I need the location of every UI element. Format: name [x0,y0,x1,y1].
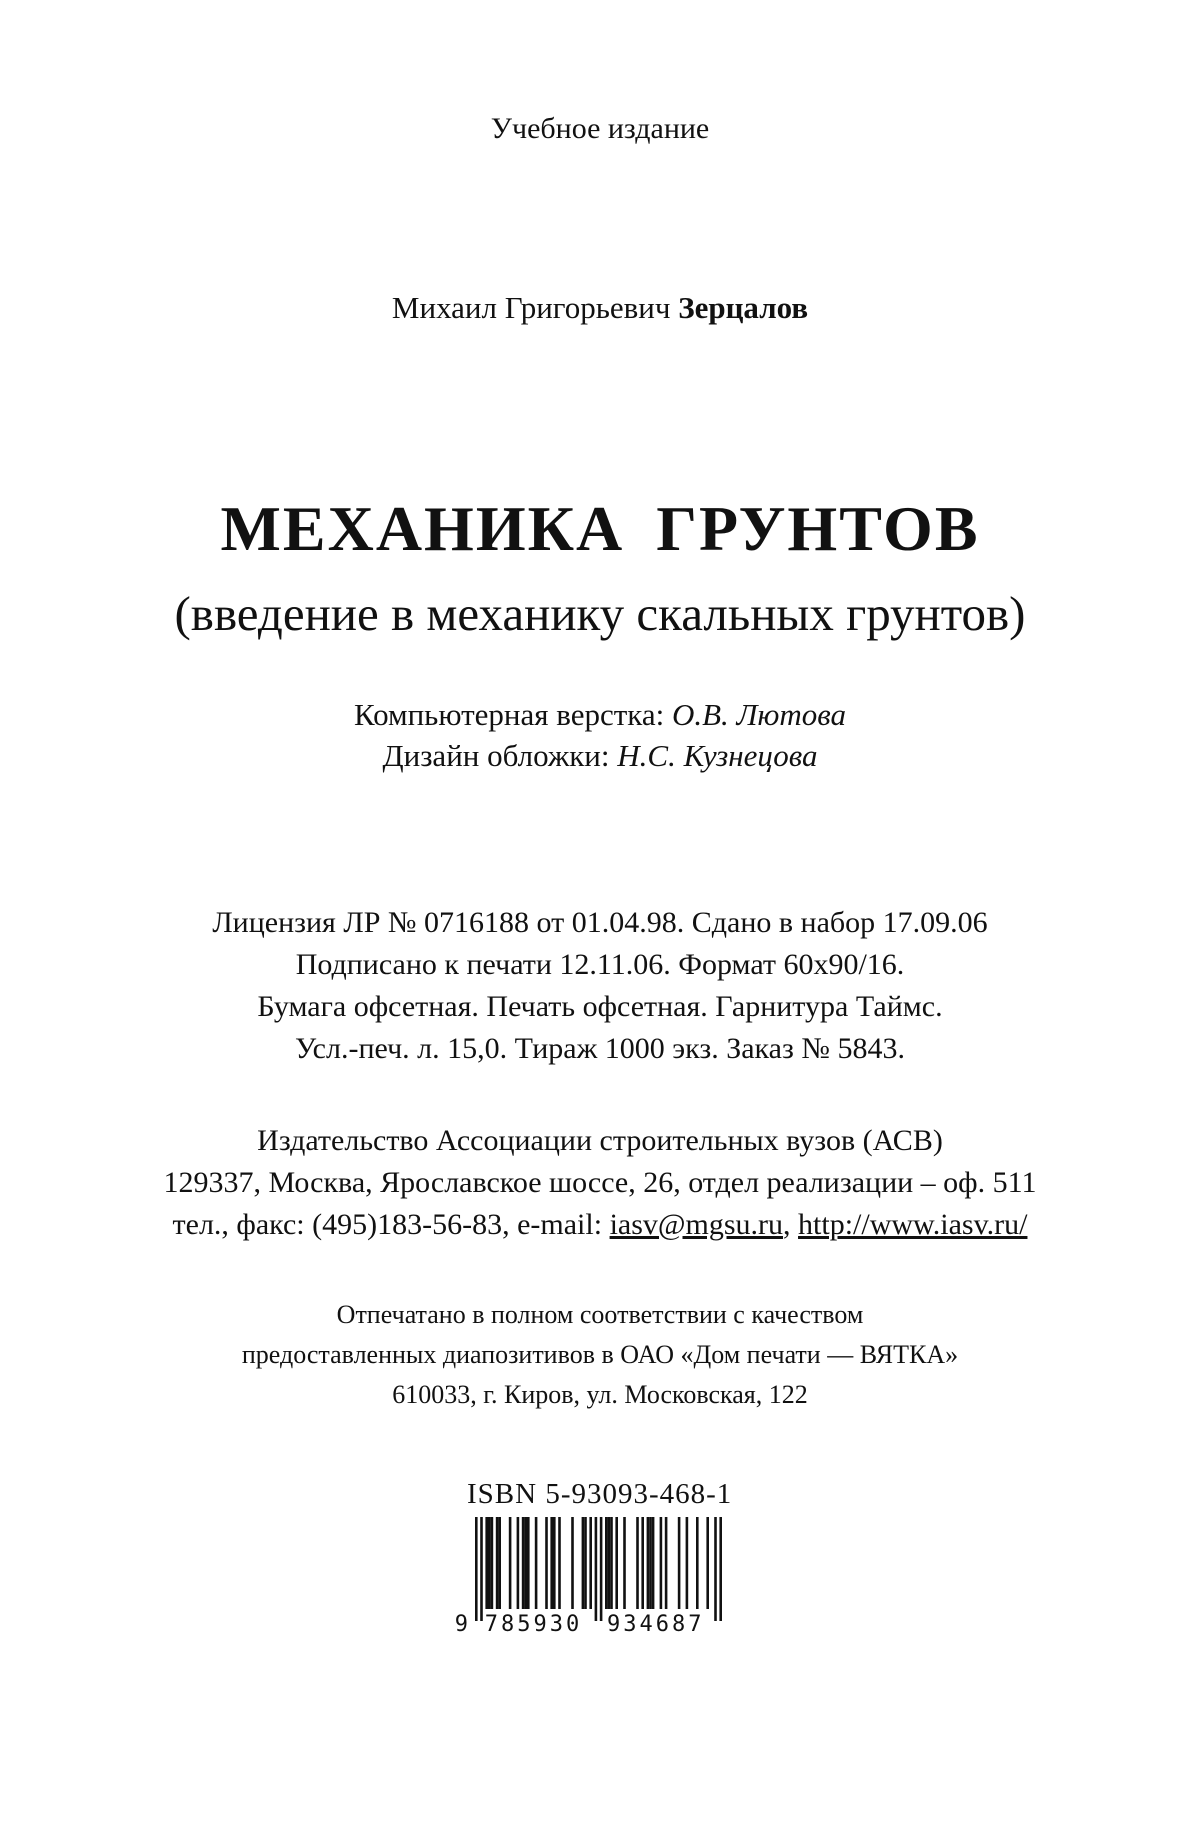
isbn-barcode [455,1513,755,1643]
barcode-bar [649,1517,652,1609]
barcode-bar [647,1517,650,1609]
barcode-bar [584,1517,587,1609]
barcode-bar [660,1517,663,1609]
barcode-bar [608,1517,611,1609]
imprint-paper-line: Бумага офсетная. Печать офсетная. Гарнитура Таймс. [257,990,943,1023]
barcode-bar [678,1517,681,1609]
barcode-bar [582,1517,585,1609]
credit-layout [0,697,1200,733]
barcode-bar [623,1517,626,1609]
email-link[interactable]: iasv@mgsu.ru [609,1208,784,1241]
barcode-bar [571,1517,574,1609]
barcode-bar [517,1517,520,1609]
printer-address: 610033, г. Киров, ул. Московская, 122 [392,1380,808,1409]
credit-role: Дизайн обложки: [382,738,610,773]
book-subtitle: (введение в механику скальных грунтов) [174,586,1026,641]
barcode-bar [615,1517,618,1609]
barcode-bar [652,1517,655,1609]
barcode-bar [488,1517,491,1609]
barcode-bar [595,1517,598,1621]
barcode-bar [686,1517,689,1609]
barcode-digits-right: 934687 [607,1612,705,1637]
barcode-bar [496,1517,499,1609]
barcode-bar [524,1517,527,1609]
printer-note-line-1: Отпечатано в полном соответствии с качеством [336,1300,864,1329]
barcode-bar [600,1517,603,1621]
author-surname: Зерцалов [678,290,809,325]
barcode-bar [558,1517,561,1609]
barcode-bar [480,1517,483,1621]
contact-separator: , [783,1208,799,1241]
imprint-license-line: Лицензия ЛР № 0716188 от 01.04.98. Сдано в набор 17.09.06 [212,906,988,939]
barcode-bar [475,1517,478,1621]
barcode-bar [589,1517,592,1609]
author-name [0,290,1200,326]
edition-type: Учебное издание [490,112,710,145]
isbn-block [455,1478,755,1643]
publisher-contacts [0,1208,1200,1242]
credit-cover-design [0,738,1200,774]
publisher-address: 129337, Москва, Ярославское шоссе, 26, отдел реализации – оф. 511 [163,1166,1037,1199]
author-given-names: Михаил Григорьевич [391,290,671,325]
isbn-label: ISBN 5-93093-468-1 [467,1478,733,1510]
barcode-bar [719,1517,722,1621]
barcode-bar [509,1517,512,1609]
publisher-name: Издательство Ассоциации строительных вузов (АСВ) [257,1124,943,1157]
contact-phone: тел., факс: (495)183-56-83, e-mail: [172,1208,610,1241]
barcode-bar [550,1517,553,1609]
barcode-bar [522,1517,525,1609]
printer-note-line-2: предоставленных диапозитивов в ОАО «Дом печати — ВЯТКА» [241,1340,959,1369]
barcode-bar [665,1517,668,1609]
barcode-digits-left: 785930 [484,1612,583,1637]
imprint-print-run-line: Усл.-печ. л. 15,0. Тираж 1000 экз. Заказ № 5843. [295,1032,905,1065]
barcode-bar [706,1517,709,1609]
barcode-bar [610,1517,613,1609]
imprint-signed-line: Подписано к печати 12.11.06. Формат 60x90/16. [295,948,905,981]
website-link[interactable]: http://www.iasv.ru/ [798,1208,1028,1241]
barcode-bar [641,1517,644,1609]
barcode-bar [553,1517,556,1609]
credit-person: О.В. Лютова [671,697,847,732]
barcode-bar [545,1517,548,1609]
barcode-bar [696,1517,699,1609]
barcode-digit-lead: 9 [455,1612,471,1637]
barcode-bar [527,1517,530,1609]
barcode-bar [498,1517,501,1609]
barcode-bar [491,1517,494,1609]
book-title: МЕХАНИКА ГРУНТОВ [220,493,980,564]
barcode-bar [535,1517,538,1609]
credit-role: Компьютерная верстка: [353,697,665,732]
barcode-bar [605,1517,608,1609]
credit-person: Н.С. Кузнецова [617,738,818,773]
barcode-bar [485,1517,488,1609]
barcode-bar [714,1517,717,1621]
barcode-bar [636,1517,639,1609]
